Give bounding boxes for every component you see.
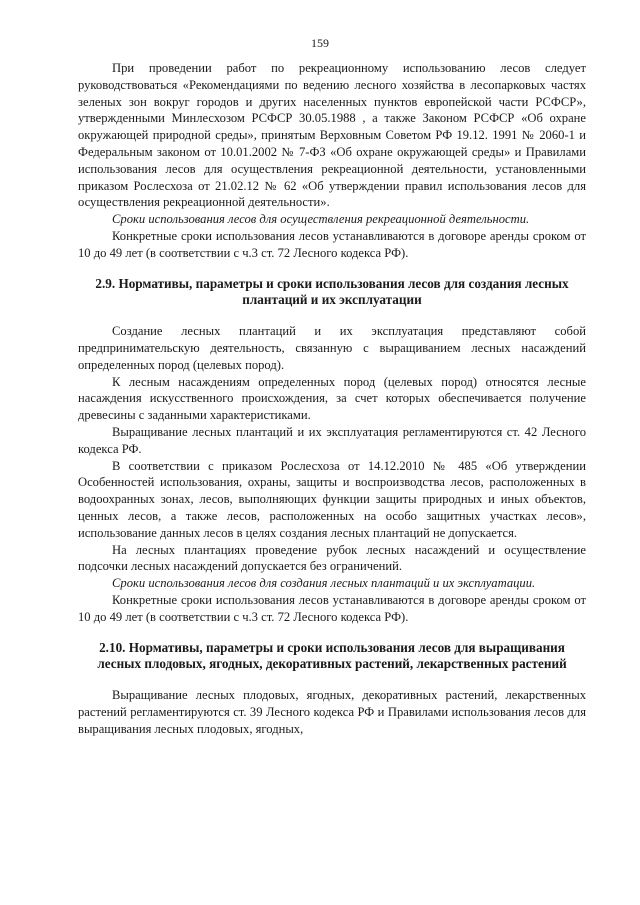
paragraph: Создание лесных плантаций и их эксплуатация представляют собой предпринимательскую деятельность, связанную с выращиванием лесных насаждений определенных пород (целевых пород). bbox=[78, 324, 586, 372]
paragraph: Выращивание лесных плодовых, ягодных, декоративных растений, лекарственных растений регламентируются ст. 39 Лесного кодекса РФ и Правилами использования лесов для выращивания лесных плодовых, ягодных, bbox=[78, 688, 586, 736]
paragraph: На лесных плантациях проведение рубок лесных насаждений и осуществление подсочки лесных насаждений допускается без ограничений. bbox=[78, 542, 586, 574]
paragraph: Конкретные сроки использования лесов устанавливаются в договоре аренды сроком от 10 до 49 лет (в соответствии с ч.3 ст. 72 Лесного кодекса РФ). bbox=[78, 228, 586, 260]
italic-paragraph: Сроки использования лесов для создания лесных плантаций и их эксплуатации. bbox=[112, 576, 536, 591]
paragraph: Выращивание лесных плантаций и их эксплуатация регламентируются ст. 42 Лесного кодекса РФ. bbox=[78, 424, 586, 456]
paragraph: В соответствии с приказом Рослесхоза от 14.12.2010 № 485 «Об утверждении Особенностей использования, охраны, защиты и воспроизводства лесов, расположенных в водоохранных зонах, лесов, выполняющих функции защиты природных и иных объектов, ценных лесов, а также лесов, расположенных на особо защитных участках лесов», использование данных лесов в целях создания лесных плантаций не допускается. bbox=[78, 458, 586, 540]
paragraph: При проведении работ по рекреационному использованию лесов следует руководствоваться «Рекомендациями по ведению лесного хозяйства в лесопарковых частях зеленых зон вокруг городов и других населенных пунктов европейской части РСФСР», утвержденными Минлесхозом РСФСР 30.05.1988 , а также Законом РСФСР «Об охране окружающей природной среды», принятым Верховным Советом РФ 19.12. 1991 № 2060-1 и Федеральным законом от 10.01.2002 № 7-ФЗ «Об охране окружающей среды» и Правилами использования лесов для осуществления рекреационной деятельности, установленными приказом Рослесхоза от 21.02.12 № 62 «Об утверждении правил использования лесов для осуществления рекреационной деятельности». bbox=[78, 61, 586, 210]
page-body bbox=[78, 60, 586, 737]
paragraph: К лесным насаждениям определенных пород (целевых пород) относятся лесные насаждения искусственного происхождения, за счет которых обеспечивается получение древесины с заданными характеристиками. bbox=[78, 374, 586, 423]
section-heading-2-10: 2.10. Нормативы, параметры и сроки использования лесов для выращивания лесных плодовых, ягодных, декоративных растений, лекарственных растений bbox=[97, 639, 567, 672]
italic-paragraph: Сроки использования лесов для осуществления рекреационной деятельности. bbox=[112, 212, 530, 227]
section-heading-2-9: 2.9. Нормативы, параметры и сроки использования лесов для создания лесных плантаций и их эксплуатации bbox=[95, 275, 569, 308]
paragraph: Конкретные сроки использования лесов устанавливаются в договоре аренды сроком от 10 до 49 лет (в соответствии с ч.3 ст. 72 Лесного кодекса РФ). bbox=[78, 592, 586, 624]
page-number: 159 bbox=[311, 36, 329, 50]
